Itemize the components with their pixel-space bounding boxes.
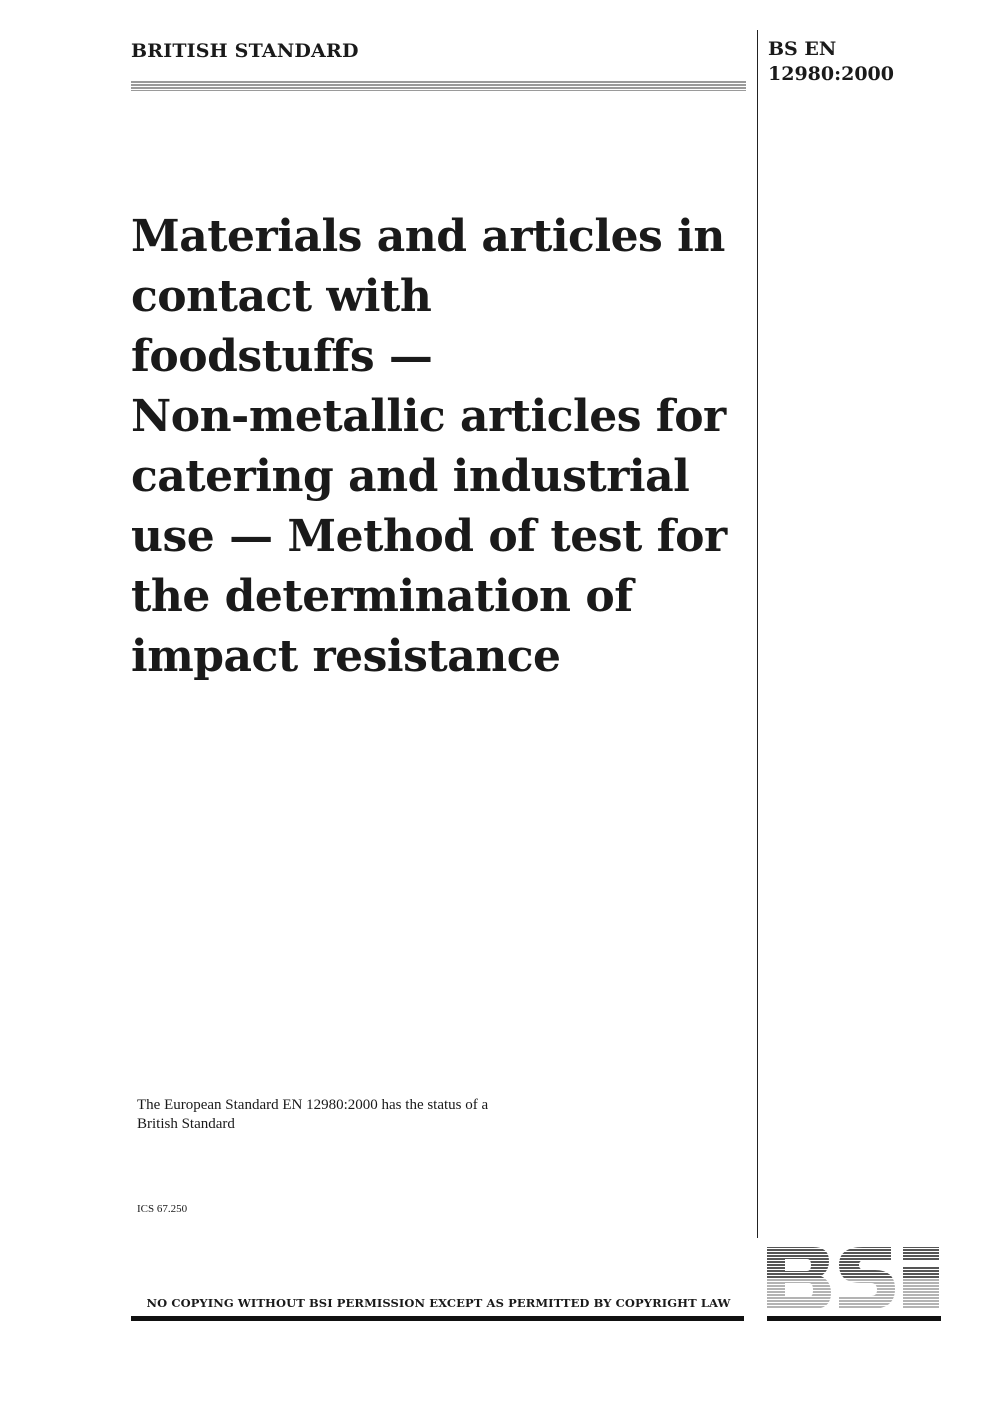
logo-stripe xyxy=(767,1273,941,1275)
logo-stripe xyxy=(767,1309,941,1311)
logo-stripe xyxy=(767,1249,941,1251)
logo-stripe xyxy=(767,1300,941,1302)
logo-stripe xyxy=(767,1297,941,1299)
title-line: impact resistance xyxy=(131,631,561,682)
status-note xyxy=(137,1096,567,1134)
title-line: catering and industrial xyxy=(131,451,690,502)
footer-rule xyxy=(131,1316,744,1321)
document-title xyxy=(131,207,751,687)
logo-stripe xyxy=(767,1252,941,1254)
logo-stripe xyxy=(767,1255,941,1257)
header-rule xyxy=(131,81,746,91)
logo-stripe xyxy=(767,1276,941,1278)
logo-stripe xyxy=(767,1291,941,1293)
logo-stripe xyxy=(767,1303,941,1305)
standard-type-label: BRITISH STANDARD xyxy=(131,40,359,62)
title-line: Materials and articles in xyxy=(131,211,725,262)
status-note-line: British Standard xyxy=(137,1116,235,1132)
title-line: use — Method of test for xyxy=(131,511,727,562)
status-note-line: The European Standard EN 12980:2000 has the status of a xyxy=(137,1097,489,1113)
footer-rule xyxy=(767,1316,941,1321)
logo-stripe xyxy=(767,1243,941,1245)
standard-number xyxy=(768,37,894,87)
logo-stripe xyxy=(767,1282,941,1284)
logo-stripe xyxy=(767,1261,941,1263)
vertical-divider xyxy=(757,30,758,1238)
logo-stripe xyxy=(767,1285,941,1287)
logo-stripe xyxy=(767,1279,941,1281)
title-line: Non-metallic articles for xyxy=(131,391,726,442)
logo-stripe xyxy=(767,1312,941,1313)
logo-stripe xyxy=(767,1258,941,1260)
copyright-notice: NO COPYING WITHOUT BSI PERMISSION EXCEPT AS PERMITTED BY COPYRIGHT LAW xyxy=(146,1296,731,1310)
logo-stripe xyxy=(767,1294,941,1296)
logo-stripe xyxy=(767,1306,941,1308)
standard-number-line: 12980:2000 xyxy=(768,63,894,85)
logo-stripe xyxy=(767,1246,941,1248)
title-line: the determination of xyxy=(131,571,633,622)
standard-number-line: BS EN xyxy=(768,38,837,60)
title-line: contact with xyxy=(131,271,432,322)
logo-stripe xyxy=(767,1288,941,1290)
title-line: foodstuffs — xyxy=(131,331,433,382)
logo-stripe xyxy=(767,1270,941,1272)
bsi-logo xyxy=(767,1243,941,1313)
logo-stripe xyxy=(767,1267,941,1269)
logo-stripe xyxy=(767,1264,941,1266)
ics-code: ICS 67.250 xyxy=(137,1203,188,1215)
